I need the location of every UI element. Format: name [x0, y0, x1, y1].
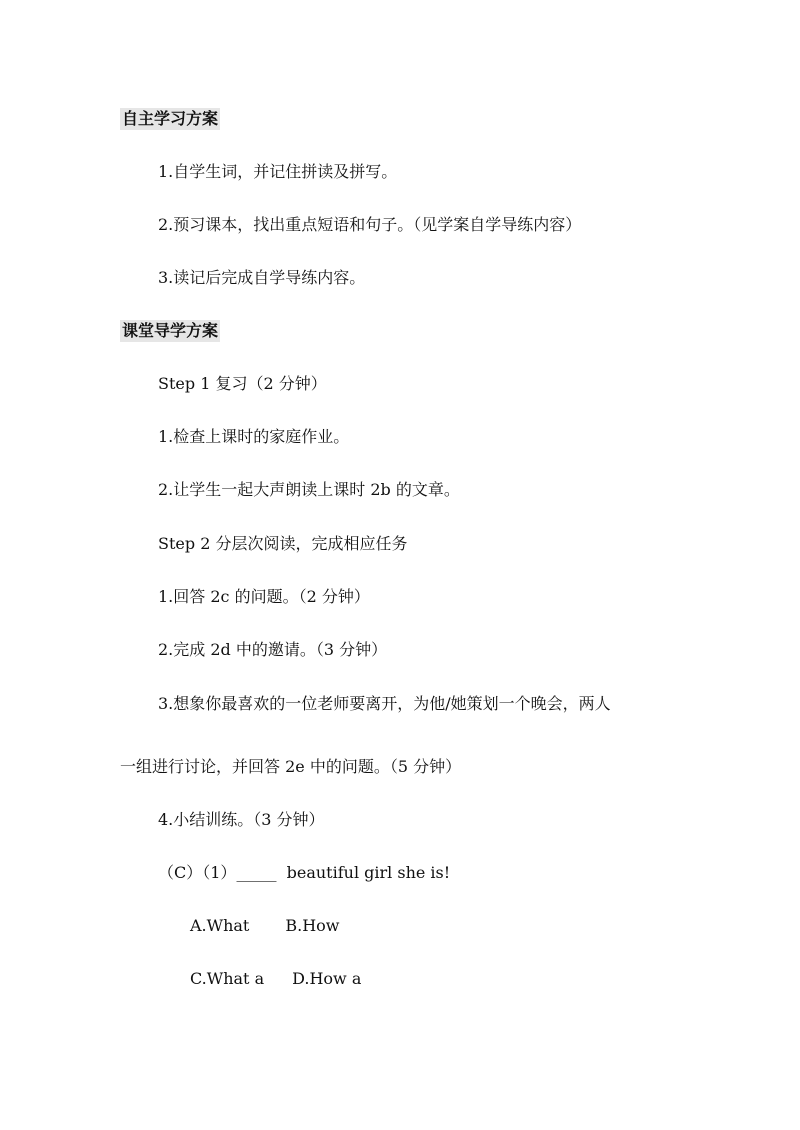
option-d: D.How a — [292, 969, 362, 988]
step2-item-3: 3.想象你最喜欢的一位老师要离开，为他/她策划一个晚会，两人 — [158, 694, 611, 713]
option-a: A.What — [190, 916, 250, 935]
step1-title: Step 1 复习（2 分钟） — [158, 374, 327, 393]
options-row-1 — [190, 915, 339, 937]
question-prefix: （C）（1） — [158, 863, 237, 882]
self-study-item-3: 3.读记后完成自学导练内容。 — [158, 268, 366, 287]
step2-item-3-continued: 一组进行讨论，并回答 2e 中的问题。（5 分钟） — [120, 757, 462, 776]
self-study-item-2: 2.预习课本，找出重点短语和句子。（见学案自学导练内容） — [158, 215, 582, 234]
self-study-item-1: 1.自学生词，并记住拼读及拼写。 — [158, 162, 398, 181]
step2-item-1: 1.回答 2c 的问题。（2 分钟） — [158, 587, 370, 606]
option-c: C.What a — [190, 969, 265, 988]
step2-title: Step 2 分层次阅读，完成相应任务 — [158, 534, 408, 553]
step1-item-2: 2.让学生一起大声朗读上课时 2b 的文章。 — [158, 480, 460, 499]
step2-item-2: 2.完成 2d 中的邀请。（3 分钟） — [158, 640, 388, 659]
option-b: B.How — [285, 916, 340, 935]
question-blank: _____ — [236, 863, 277, 882]
question-line — [158, 862, 450, 884]
step2-item-4: 4.小结训练。（3 分钟） — [158, 810, 325, 829]
step1-item-1: 1.检查上课时的家庭作业。 — [158, 427, 350, 446]
question-text: beautiful girl she is! — [286, 863, 451, 882]
options-row-2 — [190, 968, 361, 990]
section-title-class-guide: 课堂导学方案 — [122, 321, 219, 340]
section-title-self-study: 自主学习方案 — [122, 109, 219, 128]
